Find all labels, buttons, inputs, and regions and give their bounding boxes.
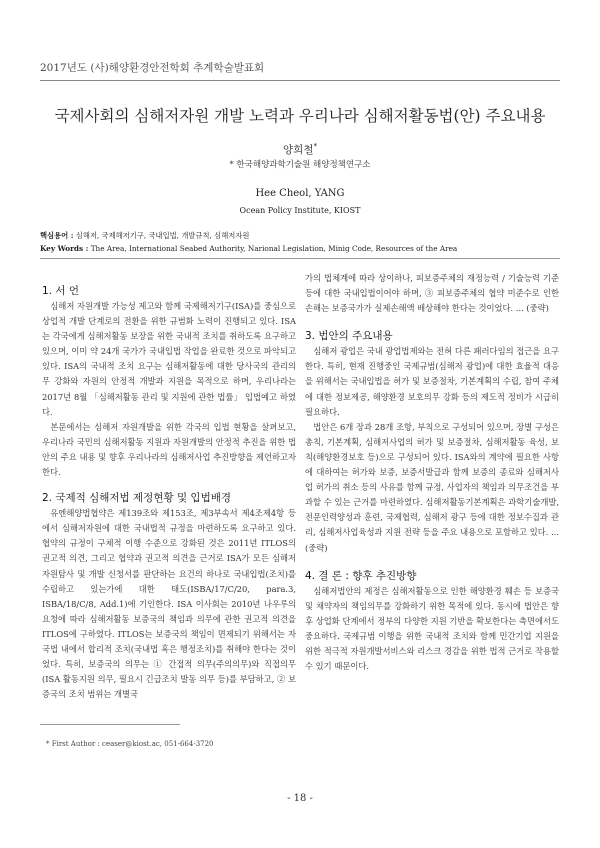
left-column (42, 283, 296, 702)
section-1-heading: 1. 서 언 (42, 285, 79, 297)
affiliation-english: Ocean Policy Institute, KIOST (239, 206, 361, 215)
page-number: - 18 - (287, 793, 313, 804)
section-2-heading: 2. 국제적 심해저법 제정현황 및 입법배경 (42, 492, 231, 505)
section-1-paragraph-1: 심해저 자원개발 가능성 제고와 함께 국제해저기구(ISA)를 중심으로 상업적 개발 단계로의 전환을 위한 규범화 노력이 진행되고 있다. ISA는 각국에게 심해저활동 보장을 위한 국내적 조치를 취하도록 요구하고 있으며, 이미 약 24개 국가가 국내입법 작업을 완료한 것으로 파악되고 있다. ISA의 국내적 조치 요구는 심해저활동에 대한 당사국의 관리의무 강화와 자원의 안정적 개발과 지원을 목적으로 하며, 우리나라는 2017년 8월 「심해저활동 관리 및 지원에 관한 법률」 입법예고 하였다. (42, 301, 296, 417)
keywords-korean-text: 심해저, 국제해저기구, 국내입법, 개발규칙, 심해저자원 (75, 231, 250, 240)
section-4-heading: 4. 결 론 : 향후 추진방향 (305, 569, 417, 582)
footnote-rule (40, 724, 180, 725)
keywords-english-label: Key Words : (40, 244, 89, 253)
keywords-korean (40, 229, 570, 242)
section-2-paragraph-1: 유엔해양법협약은 제139조와 제153조, 제3부속서 제4조제4항 등에서 심해저자원에 대한 국내법적 규정을 마련하도록 요구하고 있다. 협약의 규정이 구체적 이행 수준으로 강화된 것은 2011년 ITLOS의 권고적 의견, 그리고 협약과 권고적 의견을 근거로 ISA가 모든 심해저 자원탐사 및 개발 신청서를 판단하는 요건의 하나로 국내입법(조치)를 수립하고 있는가에 대한 태도(ISBA/17/C/20, para.3, ISBA/18/C/8, Add.1)에 기인한다. ISA 이사회는 2010년 나우루의 요청에 따라 심해저활동 보증국의 책임과 의무에 관한 권고적 의견을 ITLOS에 구하였다. ITLOS는 보증국의 책임이 면제되기 위해서는 자국법 내에서 합리적 조치(국내법 혹은 행정조치)를 취해야 한다는 것이었다. 특히, 보증국의 의무는 ① 간접적 의무(주의의무)와 직접의무(ISA 활동지원 의무, 필요시 긴급조치 발동 의무 등)를 부담하고, ② 보증국의 조치 범위는 개별국 (42, 508, 296, 700)
section-3-heading: 3. 법안의 주요내용 (305, 330, 393, 343)
paper-title: 국제사회의 심해저자원 개발 노력과 우리나라 심해저활동법(안) 주요내용 (54, 107, 546, 125)
keywords-rule (40, 258, 560, 259)
running-header: 2017년도 (사)해양환경안전학회 추계학술발표회 (40, 62, 265, 74)
header-rule (40, 80, 560, 81)
author-mark: * (313, 142, 317, 151)
section-1-paragraph-2: 본문에서는 심해저 자원개발을 위한 각국의 입법 현황을 살펴보고, 우리나라 국민의 심해저활동 지원과 자원개발의 안정적 추진을 위한 법안의 주요 내용 및 향후 우리나라의 심해저사업 추진방향을 제언하고자 한다. (42, 421, 296, 478)
section-3-paragraph-2: 법안은 6개 장과 28개 조항, 부칙으로 구성되어 있으며, 장별 구성은 총칙, 기본계획, 심해저사업의 허가 및 보증절차, 심해저활동 육성, 보칙(해양환경보호 등)으로 구성되어 있다. ISA와의 계약에 필요한 사항에 대하여는 허가와 보증, 보증서발급과 함께 보증의 종료와 심해저사업 허가의 취소 등의 사유를 함께 규정, 사업자의 책임과 의무조건을 부과할 수 있는 근거를 마련하였다. 심해저활동기본계획은 과학기술개발, 전문인력양성과 훈련, 국제협력, 심해저 광구 등에 대한 정보수집과 관리, 심해저사업육성과 지원 전략 등을 주요 내용으로 포함하고 있다. ... (중략) (305, 421, 559, 553)
author-korean (0, 142, 600, 157)
author-name: 양희철 (283, 144, 314, 156)
keywords-english (40, 242, 570, 255)
section-4-paragraph-1: 심해저법안의 제정은 심해저활동으로 인한 해양환경 훼손 등 보증국 및 채약자의 책임의무를 강화하기 위한 목적에 있다. 동시에 법안은 향후 상업화 단계에서 정부의 다양한 지원 기반을 확보한다는 측면에서도 중요하다. 국제규범 이행을 위한 국내적 조치와 함께 민간기업 지원을 위한 적극적 자원개발서비스와 리스크 경감을 위한 법적 근거로 작용할 수 있기 때문이다. (305, 585, 559, 672)
right-column (305, 271, 559, 674)
author-english: Hee Cheol, YANG (255, 188, 345, 199)
section-3-paragraph-1: 심해저 광업은 국내 광업법제와는 전혀 다른 패러다임의 접근을 요구한다. 특히, 현재 진행중인 국제규범(심해저 광업)에 대한 효율적 대응을 위해서는 국내입법을 허가 및 보증절차, 기본계획의 수립, 참여 주체에 대한 정보제공, 해양환경 보호의무 강화 등의 제도적 정비가 시급히 필요하다. (305, 346, 559, 417)
keywords-korean-label: 핵심용어 : (40, 231, 74, 240)
section-2-continuation: 가의 법체계에 따라 상이하나, 피보증주체의 재정능력 / 기술능력 기준 등에 대한 국내입법이어야 하며, ③ 피보증주체의 협약 미준수로 인한 손해는 보증국가가 실제손해액 배상해야 한다는 것이었다. ... (중략) (305, 273, 559, 314)
affiliation-korean: * 한국해양과학기술원 해양정책연구소 (229, 160, 371, 170)
footnote: * First Author : ceaser@kiost.ac, 051-664-3720 (46, 740, 214, 748)
keywords-english-text: The Area, International Seabed Authority, Narional Legislation, Minig Code, Resources of the Area (90, 244, 458, 253)
